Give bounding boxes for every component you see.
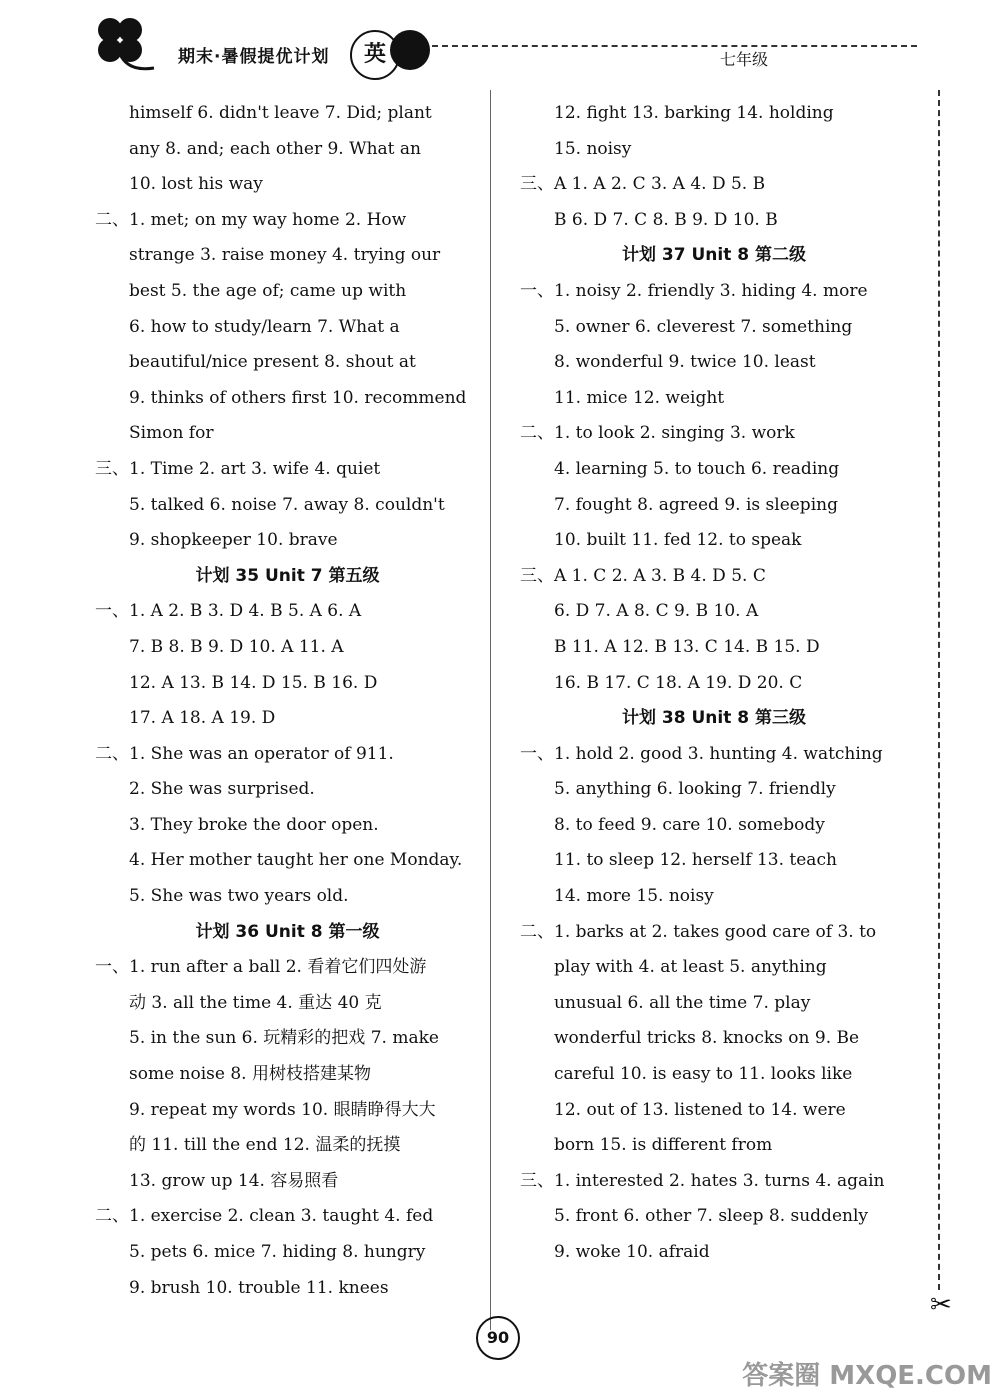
answer-line: 11. mice 12. weight [554, 387, 725, 408]
cut-line [938, 90, 940, 1290]
answer-line: any 8. and; each other 9. What an [129, 138, 421, 159]
answer-line: 13. grow up 14. 容易照看 [129, 1170, 339, 1191]
answer-line: 12. A 13. B 14. D 15. B 16. D [129, 672, 378, 693]
answer-line: 12. fight 13. barking 14. holding [554, 103, 834, 123]
answer-line: best 5. the age of; came up with [129, 280, 407, 301]
answer-line: 10. lost his way [129, 174, 263, 195]
answer-line: strange 3. raise money 4. trying our [129, 245, 441, 266]
answer-line: wonderful tricks 8. knocks on 9. Be [554, 1028, 860, 1049]
page-header [0, 0, 1000, 90]
answer-line: 8. wonderful 9. twice 10. least [554, 352, 816, 373]
column-divider [490, 90, 491, 1330]
answer-line: 6. D 7. A 8. C 9. B 10. A [554, 601, 759, 622]
answer-line: 3. They broke the door open. [129, 814, 379, 835]
answer-line: 的 11. till the end 12. 温柔的抚摸 [129, 1135, 401, 1156]
answer-line: 4. learning 5. to touch 6. reading [554, 458, 840, 479]
answer-line: Simon for [129, 423, 214, 444]
answer-line: 15. noisy [554, 138, 632, 159]
answer-line: 7. fought 8. agreed 9. is sleeping [554, 494, 838, 515]
answer-line: 14. more 15. noisy [554, 886, 714, 907]
answer-line: 一、1. run after a ball 2. 看着它们四处游 [95, 957, 427, 978]
section-heading: 计划 35 Unit 7 第五级 [195, 565, 380, 586]
answer-line: careful 10. is easy to 11. looks like [554, 1064, 853, 1085]
answer-line: 4. Her mother taught her one Monday. [129, 850, 463, 871]
section-heading: 计划 38 Unit 8 第三级 [621, 708, 807, 729]
header-dashed-line [432, 45, 917, 47]
answer-line: 11. to sleep 12. herself 13. teach [554, 850, 837, 871]
page-number: 90 [476, 1316, 520, 1360]
answer-line: 5. anything 6. looking 7. friendly [554, 779, 836, 800]
answer-line: 8. to feed 9. care 10. somebody [554, 814, 825, 835]
answer-line: 9. repeat my words 10. 眼睛睁得大大 [129, 1099, 436, 1120]
answer-line: 9. thinks of others first 10. recommend [129, 387, 467, 408]
answer-line: play with 4. at least 5. anything [554, 957, 827, 978]
answer-line: 二、1. exercise 2. clean 3. taught 4. fed [95, 1206, 434, 1227]
answer-line: 三、1. Time 2. art 3. wife 4. quiet [95, 458, 381, 479]
answer-line: 7. B 8. B 9. D 10. A 11. A [129, 636, 344, 657]
answer-line: B 11. A 12. B 13. C 14. B 15. D [554, 636, 820, 657]
answer-line: 9. woke 10. afraid [554, 1242, 710, 1262]
answer-line: 17. A 18. A 19. D [129, 708, 276, 729]
section-heading: 计划 37 Unit 8 第二级 [621, 245, 807, 266]
answer-line: 9. brush 10. trouble 11. knees [129, 1277, 389, 1298]
answer-line: 12. out of 13. listened to 14. were [554, 1099, 846, 1120]
answer-line: 2. She was surprised. [129, 779, 315, 800]
clover-logo-icon [88, 14, 158, 74]
watermark: 答案圈 MXQE.COM [742, 1361, 992, 1392]
scissors-icon: ✂ [930, 1290, 952, 1320]
answer-line: 二、1. to look 2. singing 3. work [520, 423, 795, 444]
answer-line: some noise 8. 用树枝搭建某物 [129, 1064, 371, 1085]
answer-line: unusual 6. all the time 7. play [554, 992, 811, 1013]
grade-label: 七年级 [720, 50, 769, 69]
answer-line: born 15. is different from [554, 1135, 773, 1156]
subject-badge: 英 [350, 30, 400, 80]
answer-line: 动 3. all the time 4. 重达 40 克 [129, 992, 382, 1013]
section-heading: 计划 36 Unit 8 第一级 [195, 921, 380, 942]
answer-line: 一、1. noisy 2. friendly 3. hiding 4. more [520, 280, 868, 301]
answer-line: 5. in the sun 6. 玩精彩的把戏 7. make [129, 1028, 439, 1049]
left-column [95, 96, 480, 1306]
series-title: 期末·暑假提优计划 [178, 47, 330, 67]
answer-line: 5. front 6. other 7. sleep 8. suddenly [554, 1206, 868, 1227]
answer-line: 一、1. A 2. B 3. D 4. B 5. A 6. A [95, 601, 362, 622]
answer-line: 5. pets 6. mice 7. hiding 8. hungry [129, 1242, 426, 1262]
answer-line: 6. how to study/learn 7. What a [129, 316, 400, 337]
answer-line: 二、1. She was an operator of 911. [95, 743, 394, 764]
answer-line: himself 6. didn't leave 7. Did; plant [129, 103, 432, 123]
answer-line: 5. owner 6. cleverest 7. something [554, 316, 853, 337]
answer-line: 三、A 1. C 2. A 3. B 4. D 5. C [520, 565, 766, 586]
answer-line: beautiful/nice present 8. shout at [129, 352, 416, 373]
right-column [520, 96, 908, 1271]
answer-line: 二、1. met; on my way home 2. How [95, 209, 407, 230]
answer-line: 三、A 1. A 2. C 3. A 4. D 5. B [520, 174, 766, 195]
answer-line: 一、1. hold 2. good 3. hunting 4. watching [520, 743, 883, 764]
answer-line: 16. B 17. C 18. A 19. D 20. C [554, 672, 803, 693]
answer-line: 二、1. barks at 2. takes good care of 3. to [520, 921, 877, 942]
answer-line: 9. shopkeeper 10. brave [129, 530, 338, 551]
answer-line: 5. She was two years old. [129, 886, 349, 907]
answer-line: B 6. D 7. C 8. B 9. D 10. B [554, 209, 778, 230]
answer-line: 10. built 11. fed 12. to speak [554, 530, 802, 551]
answer-line: 三、1. interested 2. hates 3. turns 4. again [520, 1170, 885, 1191]
answer-line: 5. talked 6. noise 7. away 8. couldn't [129, 494, 445, 515]
